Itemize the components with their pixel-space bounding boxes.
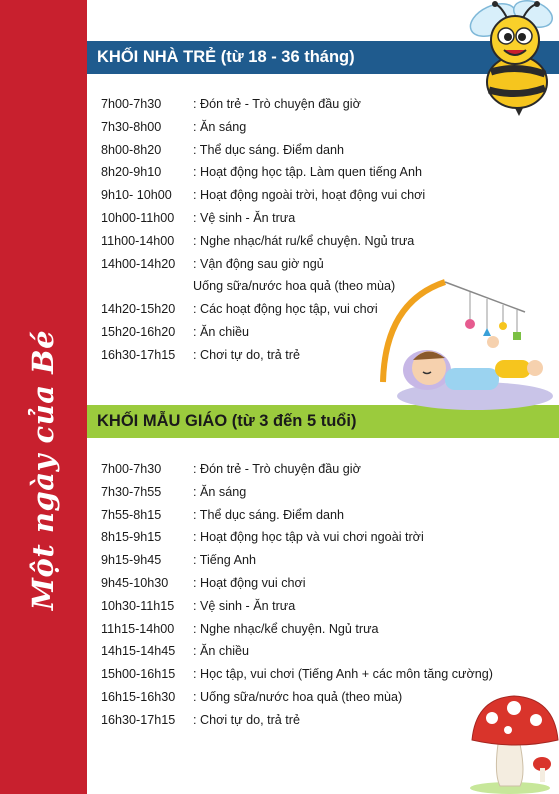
row-activity: : Ăn chiều — [193, 644, 250, 659]
row-activity: : Nghe nhạc/hát ru/kể chuyện. Ngủ trưa — [193, 233, 415, 248]
row-time: 7h30-7h55 — [101, 484, 162, 499]
row-activity: : Tiếng Anh — [193, 553, 257, 568]
row-activity: : Chơi tự do, trả trẻ — [193, 712, 300, 727]
row-activity: : Ăn sáng — [193, 484, 247, 499]
row-activity: : Hoạt động ngoài trời, hoạt động vui chơi — [193, 188, 426, 203]
section-title-kindergarten: KHỐI MẪU GIÁO (từ 3 đến 5 tuổi) — [97, 412, 357, 430]
mushroom-icon — [470, 694, 559, 794]
row-time: 9h45-10h30 — [101, 575, 169, 590]
row-activity: : Vệ sinh - Ăn trưa — [193, 210, 296, 225]
sidebar-band — [0, 0, 87, 794]
row-time: 14h20-15h20 — [101, 302, 176, 317]
row-time: 7h30-8h00 — [101, 119, 162, 134]
row-activity: : Hoạt động vui chơi — [193, 575, 306, 590]
row-activity: : Đón trẻ - Trò chuyện đầu giờ — [193, 97, 361, 111]
row-time: 8h15-9h15 — [101, 530, 162, 545]
row-time: 8h00-8h20 — [101, 142, 162, 157]
row-activity: : Chơi tự do, trả trẻ — [193, 347, 300, 362]
row-activity: : Nghe nhạc/kể chuyện. Ngủ trưa — [193, 621, 379, 636]
row-activity: : Hoạt động học tập và vui chơi ngoài trời — [193, 530, 424, 545]
row-time: 16h15-16h30 — [101, 689, 176, 704]
section-title-nursery: KHỐI NHÀ TRẺ (từ 18 - 36 tháng) — [97, 48, 355, 66]
row-time: 16h30-17h15 — [101, 712, 176, 727]
row-time: 7h00-7h30 — [101, 462, 162, 476]
row-time: 9h10- 10h00 — [101, 188, 172, 203]
row-time: 11h00-14h00 — [101, 233, 175, 248]
row-time: 11h15-14h00 — [101, 621, 175, 636]
row-time: 9h15-9h45 — [101, 553, 162, 568]
baby-sleeping-illustration — [375, 272, 559, 412]
bee-icon — [455, 0, 559, 118]
row-time: 10h00-11h00 — [101, 210, 175, 225]
row-time: 7h00-7h30 — [101, 97, 162, 111]
row-activity: : Các hoạt động học tập, vui chơi — [193, 302, 378, 317]
row-time: 8h20-9h10 — [101, 165, 162, 180]
page-title: Một ngày của Bé — [26, 329, 60, 611]
row-time: 15h20-16h20 — [101, 324, 176, 339]
row-activity: : Học tập, vui chơi (Tiếng Anh + các môn tăng cường) — [193, 667, 493, 682]
row-time: 14h00-14h20 — [101, 256, 176, 271]
row-activity: : Vệ sinh - Ăn trưa — [193, 598, 296, 613]
row-activity: : Ăn sáng — [193, 119, 247, 134]
row-activity: : Vận động sau giờ ngủ — [193, 256, 324, 271]
row-activity: : Ăn chiều — [193, 324, 250, 339]
row-time: 14h15-14h45 — [101, 644, 176, 659]
row-time: 15h00-16h15 — [101, 667, 176, 682]
row-activity: : Thể dục sáng. Điểm danh — [193, 507, 344, 522]
row-activity: : Đón trẻ - Trò chuyện đầu giờ — [193, 462, 361, 476]
row-time: 10h30-11h15 — [101, 598, 175, 613]
row-time: 7h55-8h15 — [101, 507, 162, 522]
row-time: 16h30-17h15 — [101, 347, 176, 362]
row-activity: : Hoạt động học tập. Làm quen tiếng Anh — [193, 165, 422, 180]
row-activity: : Thể dục sáng. Điểm danh — [193, 142, 344, 157]
row-activity: : Uống sữa/nước hoa quả (theo mùa) — [193, 689, 403, 704]
row-activity: Uống sữa/nước hoa quả (theo mùa) — [193, 279, 396, 294]
